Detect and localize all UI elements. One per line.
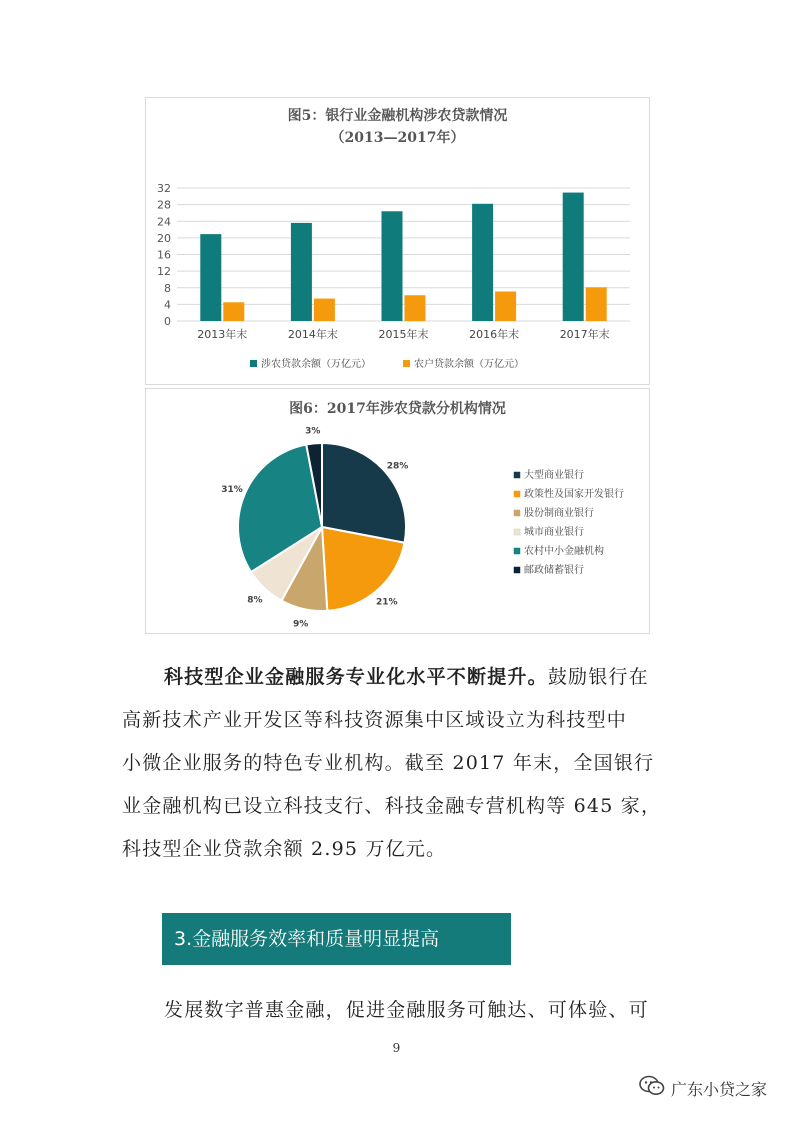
watermark [639, 1076, 767, 1100]
section-heading: 3.金融服务效率和质量明显提高 [162, 913, 511, 965]
para1-line-2: 高新技术产业开发区等科技资源集中区域设立为科技型中 [122, 709, 628, 731]
page-number: 9 [392, 1041, 401, 1055]
pie-legend-label-5: 邮政储蓄银行 [524, 565, 584, 576]
x-tick-label-2: 2015年末 [378, 328, 429, 341]
chart6-plot [146, 389, 649, 633]
para1-line-1 [122, 656, 682, 699]
para1-line-3: 小微企业服务的特色专业机构。截至 2017 年末，全国银行 [122, 752, 655, 774]
y-tick-label-8: 32 [157, 182, 171, 195]
y-tick-label-4: 16 [157, 248, 171, 262]
bar-household-loan-0 [223, 302, 244, 321]
pie-legend-label-1: 政策性及国家开发银行 [524, 489, 624, 500]
y-tick-label-1: 4 [164, 298, 171, 312]
y-tick-label-6: 24 [157, 215, 171, 229]
chart5-title: 图5：银行业金融机构涉农贷款情况 [287, 108, 508, 124]
legend-label-0: 涉农贷款余额（万亿元） [261, 359, 371, 370]
pie-legend-label-3: 城市商业银行 [524, 527, 584, 538]
watermark-text: 广东小贷之家 [670, 1079, 767, 1099]
bar-chart-figure5 [145, 97, 650, 385]
bar-agri-loan-0 [200, 234, 221, 321]
pie-chart-figure6 [145, 388, 650, 634]
chart5-plot [146, 98, 649, 384]
x-tick-label-1: 2014年末 [287, 328, 338, 341]
para1-line-5: 科技型企业贷款余额 2.95 万亿元。 [122, 838, 447, 860]
bar-agri-loan-2 [382, 211, 403, 321]
pie-legend-swatch-2 [514, 510, 520, 516]
paragraph-tech-finance [122, 656, 682, 871]
bar-household-loan-3 [495, 291, 516, 321]
pie-data-label-2: 9% [292, 619, 309, 630]
pie-legend-label-4: 农村中小金融机构 [524, 546, 604, 557]
pie-data-label-3: 8% [247, 595, 263, 606]
pie-legend-swatch-1 [514, 491, 520, 497]
pie-slice-0 [322, 443, 406, 543]
pie-data-label-5: 3% [305, 426, 321, 437]
x-tick-label-0: 2013年末 [197, 328, 248, 341]
pie-legend-label-2: 股份制商业银行 [524, 508, 594, 519]
bar-household-loan-4 [586, 287, 607, 321]
y-tick-label-0: 0 [164, 315, 171, 328]
bar-household-loan-2 [405, 295, 426, 321]
wechat-icon [639, 1075, 665, 1101]
para1-line-1-text: 鼓励银行在 [547, 666, 649, 688]
chart6-title: 图6：2017年涉农贷款分机构情况 [289, 401, 506, 417]
pie-legend-swatch-3 [514, 529, 520, 535]
bar-household-loan-1 [314, 299, 335, 321]
bar-agri-loan-4 [563, 193, 584, 321]
y-tick-label-7: 28 [157, 198, 171, 212]
y-tick-label-2: 8 [164, 281, 171, 295]
legend-label-1: 农户贷款余额（万亿元） [414, 359, 524, 370]
paragraph-digital-finance: 发展数字普惠金融，促进金融服务可触达、可体验、可 [164, 999, 649, 1021]
pie-legend-swatch-0 [514, 472, 520, 478]
bar-agri-loan-1 [291, 223, 312, 321]
x-tick-label-4: 2017年末 [559, 328, 610, 341]
legend-swatch-1 [403, 360, 410, 367]
pie-data-label-1: 21% [376, 597, 398, 608]
chart5-subtitle: （2013—2017年） [330, 130, 465, 146]
legend-swatch-0 [250, 360, 257, 367]
pie-legend-swatch-5 [514, 567, 520, 573]
pie-legend-label-0: 大型商业银行 [524, 470, 584, 481]
y-tick-label-5: 20 [157, 231, 171, 245]
pie-legend-swatch-4 [514, 548, 520, 554]
para1-lead: 科技型企业金融服务专业化水平不断提升。 [164, 666, 548, 688]
bar-agri-loan-3 [472, 204, 493, 321]
pie-data-label-0: 28% [386, 461, 409, 472]
para1-line-4: 业金融机构已设立科技支行、科技金融专营机构等 645 家， [122, 795, 662, 817]
pie-data-label-4: 31% [221, 485, 243, 496]
x-tick-label-3: 2016年末 [469, 328, 520, 341]
y-tick-label-3: 12 [157, 265, 171, 279]
